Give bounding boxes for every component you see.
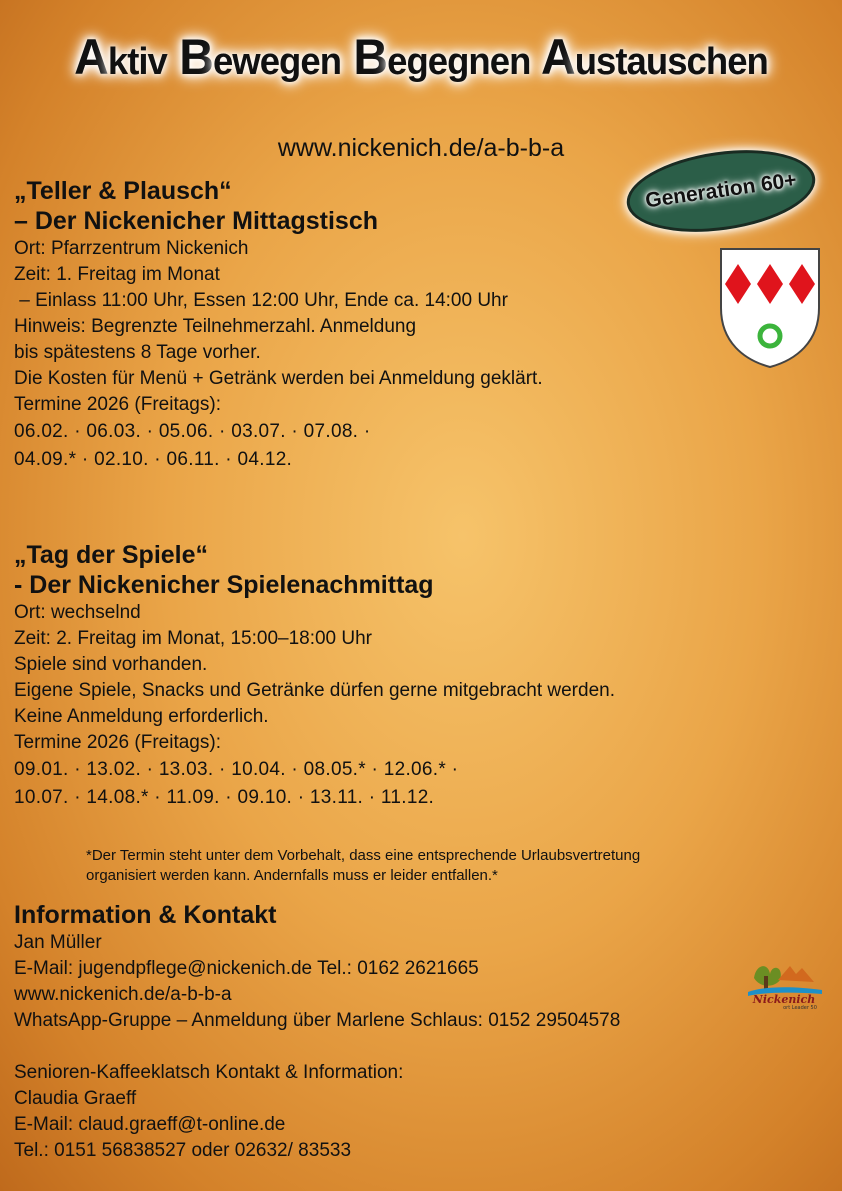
senior-title: Senioren-Kaffeeklatsch Kontakt & Information:	[14, 1062, 404, 1083]
section-mittagstisch	[14, 176, 543, 474]
footnote	[86, 846, 786, 886]
title-word-2: Bewegen	[179, 29, 342, 85]
section1-line: Termine 2026 (Freitags):	[14, 394, 221, 415]
section1-dates-2: 04.09.* · 02.10. · 06.11. · 04.12.	[14, 449, 293, 470]
section1-line: – Einlass 11:00 Uhr, Essen 12:00 Uhr, Ende ca. 14:00 Uhr	[14, 290, 508, 311]
coat-of-arms-icon	[718, 246, 822, 370]
contact-email-phone[interactable]: E-Mail: jugendpflege@nickenich.de Tel.: 0162 2621665	[14, 958, 479, 979]
logo-name: Nickenich	[752, 993, 816, 1006]
contact-section	[14, 900, 620, 1164]
title-word-1: Aktiv	[74, 29, 167, 85]
section2-line: Ort: wechselnd	[14, 602, 141, 623]
spacer	[14, 1034, 620, 1060]
section1-line: Zeit: 1. Freitag im Monat	[14, 264, 220, 285]
header-url[interactable]: www.nickenich.de/a-b-b-a	[277, 134, 565, 162]
badge-label: Generation 60+	[643, 168, 798, 213]
section1-title-1: „Teller & Plausch“	[14, 177, 232, 205]
section1-line: Ort: Pfarrzentrum Nickenich	[14, 238, 249, 259]
section-spielenachmittag	[14, 540, 615, 812]
logo-tagline: ort Leader 50	[783, 1005, 817, 1010]
section1-line: Die Kosten für Menü + Getränk werden bei Anmeldung geklärt.	[14, 368, 543, 389]
footnote-line-1: *Der Termin steht unter dem Vorbehalt, dass eine entsprechende Urlaubsvertretung	[86, 847, 641, 864]
section2-title-1: „Tag der Spiele“	[14, 541, 209, 569]
page-title	[17, 28, 825, 86]
section1-dates-1: 06.02. · 06.03. · 05.06. · 03.07. · 07.08. ·	[14, 421, 371, 442]
footnote-line-2: organisiert werden kann. Andernfalls muss er leider entfallen.*	[86, 867, 498, 884]
section1-line: bis spätestens 8 Tage vorher.	[14, 342, 261, 363]
section2-dates-2: 10.07. · 14.08.* · 11.09. · 09.10. · 13.11. · 11.12.	[14, 787, 435, 808]
title-word-3: Begegnen	[353, 29, 531, 85]
section2-line: Termine 2026 (Freitags):	[14, 732, 221, 753]
contact-name: Jan Müller	[14, 932, 102, 953]
contact-url[interactable]: www.nickenich.de/a-b-b-a	[14, 984, 232, 1005]
section2-title-2: - Der Nickenicher Spielenachmittag	[14, 571, 434, 599]
senior-phone: Tel.: 0151 56838527 oder 02632/ 83533	[14, 1140, 352, 1161]
section2-line: Zeit: 2. Freitag im Monat, 15:00–18:00 Uhr	[14, 628, 373, 649]
senior-name: Claudia Graeff	[14, 1088, 137, 1109]
section2-line: Eigene Spiele, Snacks und Getränke dürfen gerne mitgebracht werden.	[14, 680, 615, 701]
section2-line: Spiele sind vorhanden.	[14, 654, 208, 675]
contact-whatsapp: WhatsApp-Gruppe – Anmeldung über Marlene Schlaus: 0152 29504578	[14, 1010, 621, 1031]
section2-line: Keine Anmeldung erforderlich.	[14, 706, 269, 727]
section1-line: Hinweis: Begrenzte Teilnehmerzahl. Anmeldung	[14, 316, 417, 337]
section1-title-2: – Der Nickenicher Mittagstisch	[14, 207, 379, 235]
nickenich-logo-icon	[744, 954, 824, 1010]
section2-dates-1: 09.01. · 13.02. · 13.03. · 10.04. · 08.05.* · 12.06.* ·	[14, 759, 459, 780]
senior-email[interactable]: E-Mail: claud.graeff@t-online.de	[14, 1114, 286, 1135]
title-word-4: Austauschen	[541, 29, 768, 85]
contact-title: Information & Kontakt	[14, 901, 277, 929]
